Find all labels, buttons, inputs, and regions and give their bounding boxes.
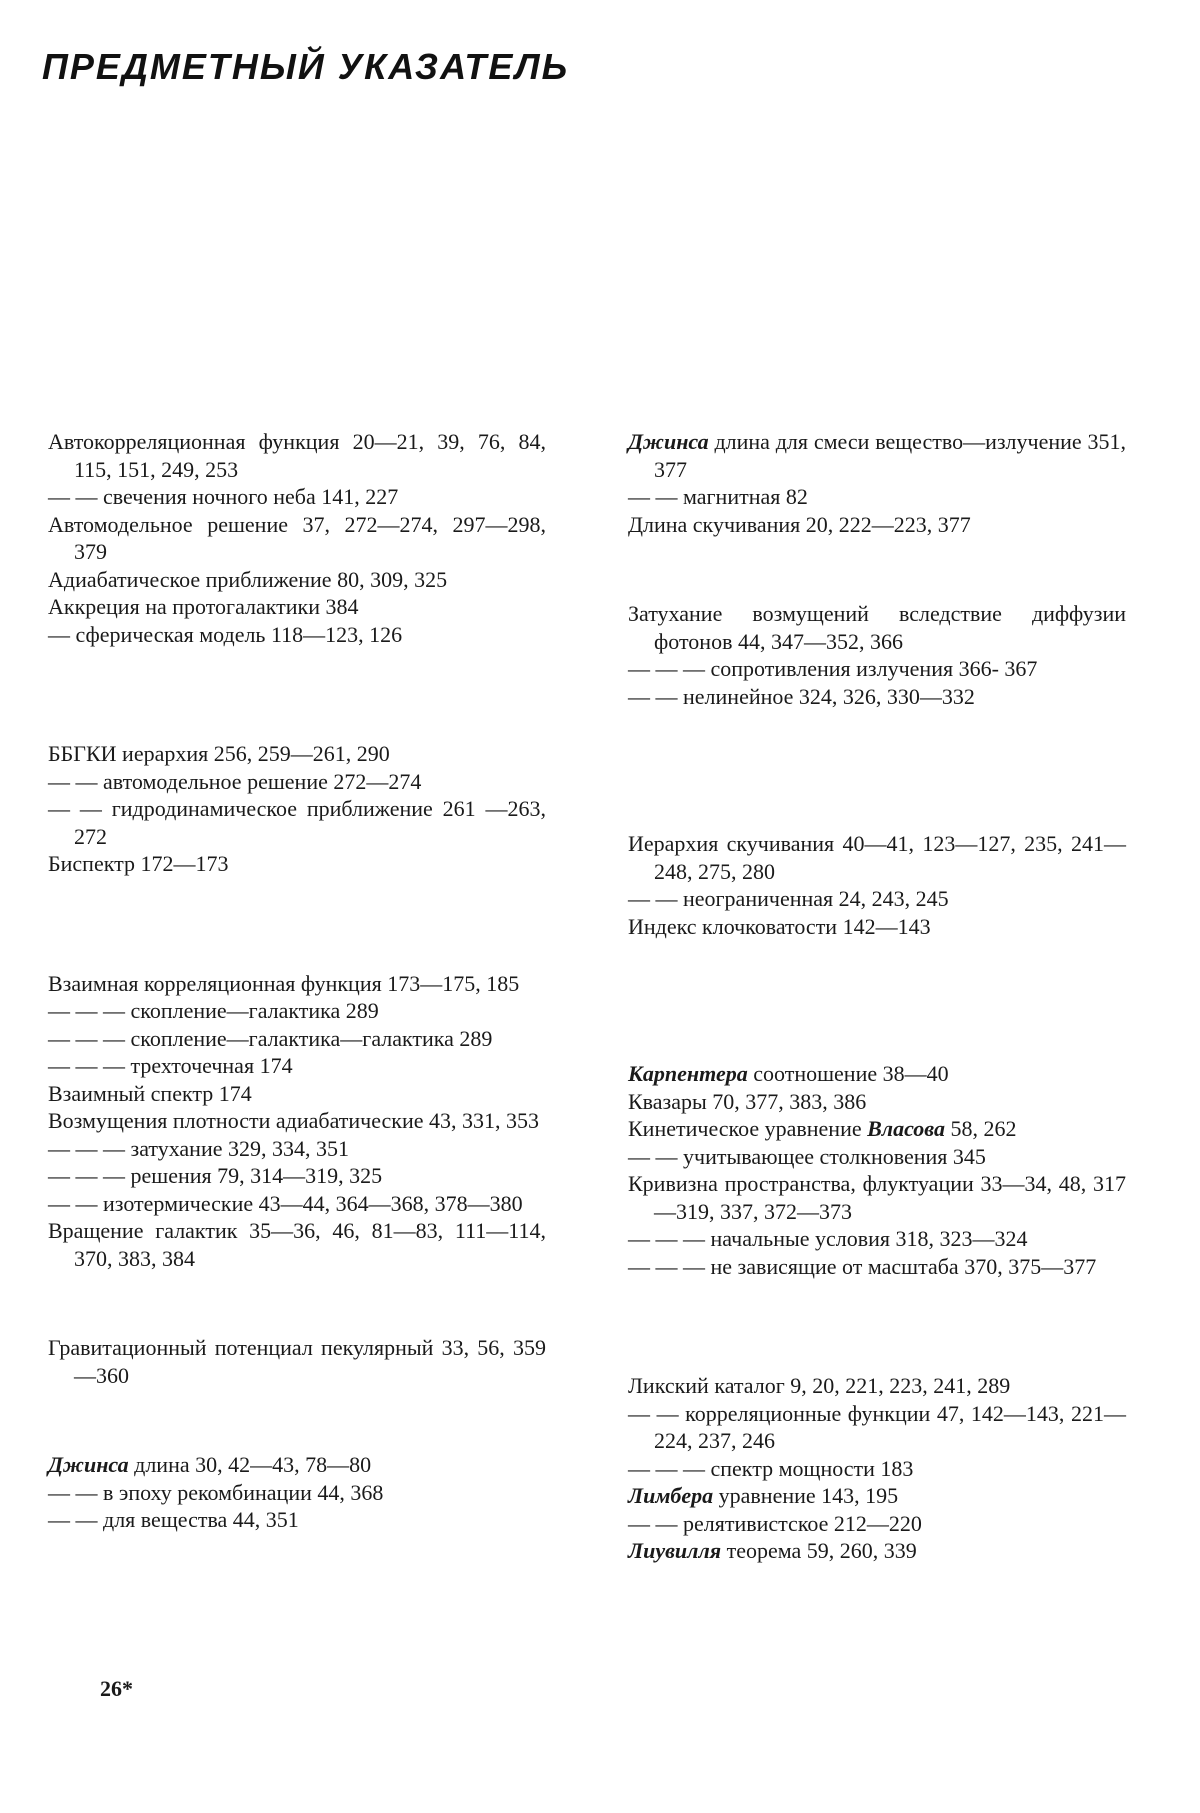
index-entry: Адиабатическое приближение 80, 309, 325 (48, 566, 448, 592)
index-entry-text: — — учитывающее столкновения 345 (628, 1143, 986, 1169)
index-entry (628, 1088, 1126, 1116)
index-group-e (628, 1372, 1126, 1565)
index-entry (628, 1060, 1126, 1088)
index-entry: Автомодельное решение 37, 272—274, 297—298, 379 (48, 511, 546, 564)
index-entry (628, 1455, 1126, 1483)
index-entry-text: — — корреляционные функции 47, 142—143, 221—224, 237, 246 (628, 1400, 1126, 1453)
index-entry-text: 58, 262 (944, 1116, 1017, 1141)
index-entry (48, 1479, 546, 1507)
index-group-c (628, 830, 1126, 940)
index-entry-name: Власова (867, 1116, 945, 1141)
index-entry: — сферическая модель 118—123, 126 (48, 621, 403, 647)
index-entry (628, 1537, 1126, 1565)
index-entry: Вращение галактик 35—36, 46, 81—83, 111—114, 370, 383, 384 (48, 1218, 546, 1271)
index-entry-text: — — — спектр мощности 183 (628, 1455, 914, 1481)
index-entry: Аккреция на протогалактики 384 (48, 594, 359, 619)
index-entry: — — свечения ночного неба 141, 227 (48, 484, 399, 509)
index-group-d (48, 1334, 546, 1389)
index-entry-text: теорема 59, 260, 339 (721, 1538, 917, 1563)
index-entry (628, 1170, 1126, 1225)
index-entry: Затухание возмущений вследствие диффузии фотонов 44, 347—352, 366 (628, 601, 1126, 654)
index-entry: Иерархия скучивания 40—41, 123—127, 235, 241—248, 275, 280 (628, 831, 1126, 884)
index-entry-text: — — — начальные условия 318, 323—324 (628, 1226, 1028, 1251)
index-entry-name: Лиувилля (628, 1538, 722, 1563)
index-entry-text: Длина скучивания 20, 222—223, 377 (628, 511, 971, 537)
index-entry (628, 1510, 1126, 1538)
index-entry (628, 428, 1126, 483)
index-entry-text: Кинетическое уравнение (628, 1116, 868, 1141)
index-entry: — — изотермические 43—44, 364—368, 378—380 (48, 1190, 523, 1216)
index-entry (48, 1506, 546, 1534)
index-group-b (48, 740, 546, 878)
index-entry: — — — затухание 329, 334, 351 (48, 1135, 349, 1161)
index-entry: ББГКИ иерархия 256, 259—261, 290 (48, 741, 390, 766)
index-entry-text: соотношение 38—40 (747, 1061, 949, 1086)
index-entry: — — автомодельное решение 272—274 (48, 768, 422, 794)
index-entry: Взаимная корреляционная функция 173—175, 185 (48, 970, 520, 996)
index-entry: Возмущения плотности адиабатические 43, 331, 353 (48, 1108, 540, 1133)
index-entry-text: длина 30, 42—43, 78—80 (128, 1452, 372, 1477)
index-group-a (48, 428, 546, 648)
index-entry-name: Джинса (628, 429, 709, 454)
index-entry (628, 1400, 1126, 1455)
index-entry: — — — трехточечная 174 (48, 1053, 293, 1078)
index-entry: — — нелинейное 324, 326, 330—332 (628, 683, 975, 709)
index-entry (48, 1451, 546, 1479)
index-entry-text: — — — не зависящие от масштаба 370, 375—377 (628, 1253, 1097, 1279)
index-entry-name: Лимбера (628, 1483, 714, 1508)
index-entry-name: Карпентера (628, 1061, 748, 1086)
index-entry: — — — скопление—галактика—галактика 289 (48, 1025, 493, 1051)
index-entry: — — — скопление—галактика 289 (48, 998, 379, 1023)
index-entry-text: уравнение 143, 195 (713, 1483, 899, 1508)
index-entry-text: — — релятивистское 212—220 (628, 1510, 922, 1536)
index-column-left (48, 428, 546, 1534)
index-entry: Индекс клочковатости 142—143 (628, 913, 931, 939)
index-entry-text: Кривизна пространства, флуктуации 33—34, 48, 317—319, 337, 372—373 (628, 1171, 1126, 1224)
index-entry: — — — решения 79, 314—319, 325 (48, 1163, 383, 1188)
index-entry (628, 1225, 1126, 1253)
page-number: 26* (100, 1676, 133, 1701)
index-group-b (628, 600, 1126, 710)
index-entry: — — гидродинамическое приближение 261 —263, 272 (48, 796, 546, 849)
index-entry-text: — — для вещества 44, 351 (48, 1507, 299, 1532)
index-entry-text: длина для смеси вещество—излучение 351, 377 (654, 429, 1126, 482)
index-entry: Биспектр 172—173 (48, 851, 229, 876)
page-title: ПРЕДМЕТНЫЙ УКАЗАТЕЛЬ (42, 46, 570, 87)
index-entry (628, 1372, 1126, 1400)
index-entry: Автокорреляционная функция 20—21, 39, 76, 84, 115, 151, 249, 253 (48, 429, 546, 482)
index-entry: Взаимный спектр 174 (48, 1080, 252, 1106)
index-entry-name: Джинса (48, 1452, 129, 1477)
index-entry: — — неограниченная 24, 243, 245 (628, 886, 949, 911)
index-entry (628, 1482, 1126, 1510)
index-entry (628, 1253, 1126, 1281)
index-entry-text: Квазары 70, 377, 383, 386 (628, 1088, 867, 1114)
index-entry (628, 511, 1126, 539)
index-group-d (628, 1060, 1126, 1280)
index-group-c (48, 970, 546, 1273)
index-entry-text: Ликский каталог 9, 20, 221, 223, 241, 289 (628, 1373, 1011, 1398)
index-entry-text: — — в эпоху рекомбинации 44, 368 (48, 1479, 384, 1505)
index-group-e (48, 1451, 546, 1534)
index-group-a (628, 428, 1126, 538)
index-column-right (628, 428, 1126, 1565)
index-entry-text: — — магнитная 82 (628, 484, 808, 509)
index-entry (628, 1143, 1126, 1171)
index-entry: — — — сопротивления излучения 366- 367 (628, 656, 1038, 681)
index-entry (628, 483, 1126, 511)
index-entry (628, 1115, 1126, 1143)
index-entry: Гравитационный потенциал пекулярный 33, 56, 359—360 (48, 1335, 546, 1388)
